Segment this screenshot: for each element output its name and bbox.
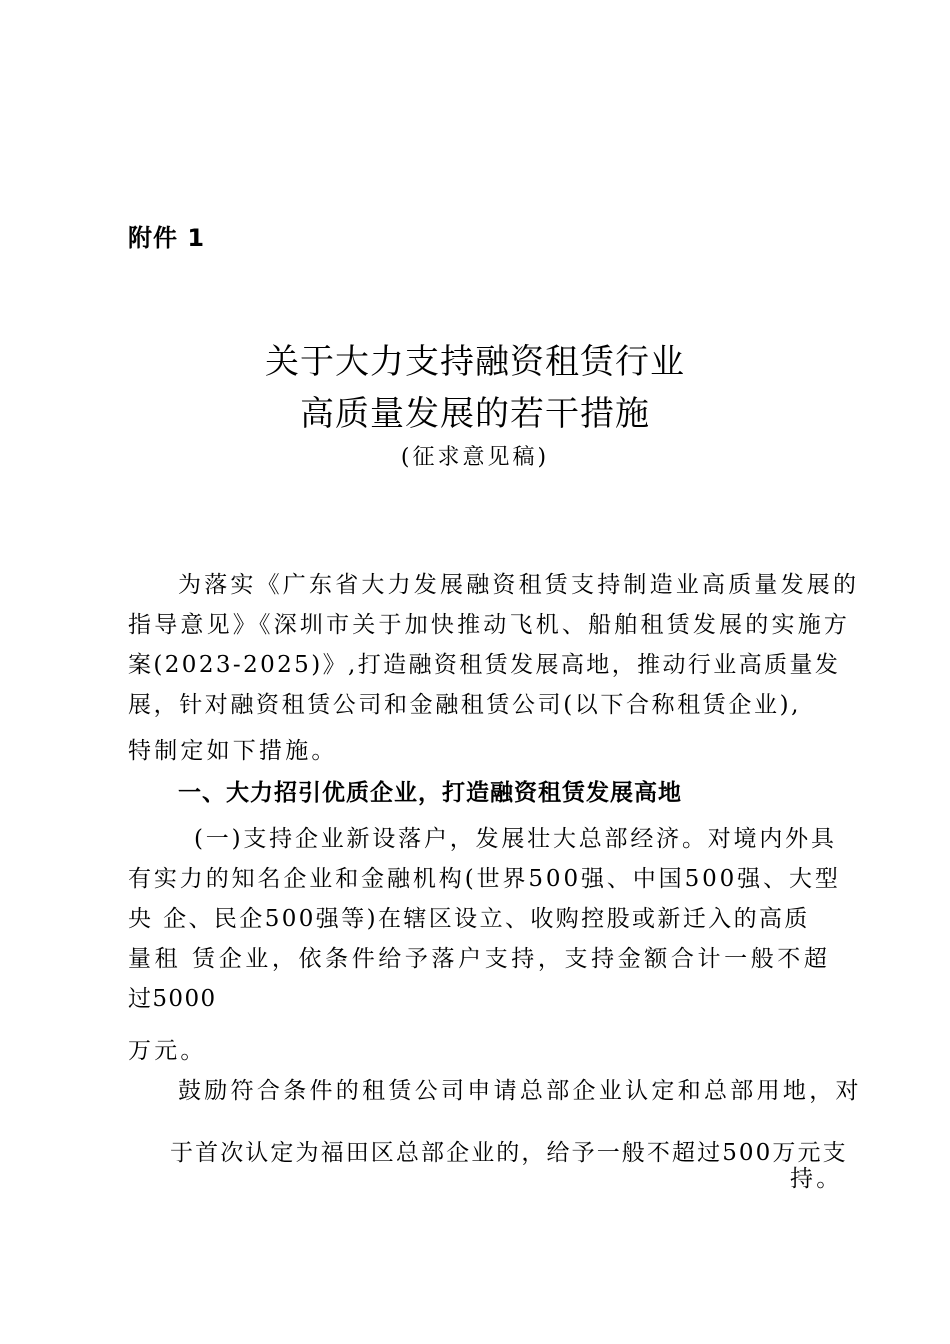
item-line: (一)支持企业新设落户，发展壮大总部经济。对境内外具: [194, 826, 837, 852]
paragraph-line: 持。: [790, 1166, 843, 1192]
intro-line: 指导意见》《深圳市关于加快推动飞机、船舶租赁发展的实施方: [128, 612, 851, 638]
item-line: 过5000: [128, 986, 217, 1012]
section-heading: 一、大力招引优质企业，打造融资租赁发展高地: [178, 780, 682, 806]
document-title-line-1: 关于大力支持融资租赁行业: [265, 342, 685, 382]
paragraph-line: 鼓励符合条件的租赁公司申请总部企业认定和总部用地，对: [178, 1078, 862, 1104]
document-subtitle: (征求意见稿): [400, 445, 550, 470]
intro-line: 展，针对融资租赁公司和金融租赁公司(以下合称租赁企业),: [128, 692, 802, 718]
intro-line: 为落实《广东省大力发展融资租赁支持制造业高质量发展的: [178, 572, 860, 598]
item-line: 有实力的知名企业和金融机构(世界500强、中国500强、大型: [128, 866, 841, 892]
document-title-line-2: 高质量发展的若干措施: [300, 394, 650, 434]
item-line: 量租 赁企业，依条件给予落户支持，支持金额合计一般不超: [128, 946, 831, 972]
paragraph-line: 于首次认定为福田区总部企业的，给予一般不超过500万元支: [170, 1140, 848, 1166]
intro-line: 特制定如下措施。: [128, 738, 338, 764]
intro-line: 案(2023-2025)》,打造融资租赁发展高地，推动行业高质量发: [128, 652, 841, 678]
item-line: 央 企、民企500强等)在辖区设立、收购控股或新迁入的高质: [128, 906, 810, 932]
item-line: 万元。: [128, 1038, 207, 1064]
attachment-label: 附件 1: [128, 224, 206, 252]
